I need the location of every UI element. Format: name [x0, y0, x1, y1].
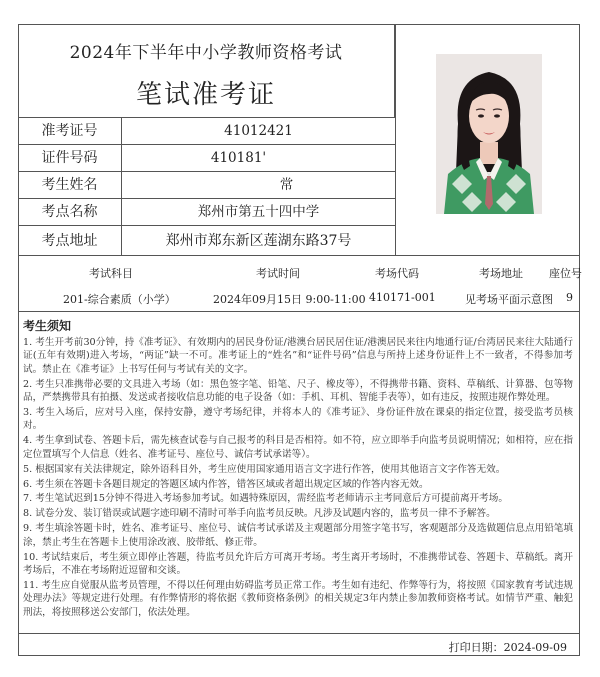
info-label: 准考证号: [18, 118, 122, 144]
candidate-notice: [18, 312, 580, 634]
info-label: 证件号码: [18, 145, 122, 171]
table-cell: 9: [566, 291, 573, 304]
table-header: 座位号: [549, 267, 582, 280]
notice-item: 2. 考生只准携带必要的文具进入考场（如：黑色签字笔、铅笔、尺子、橡皮等），不得携带书籍、资料、草稿纸、计算器、包等物品，严禁携带具有拍摄、发送或者接收信息功能的电子设备（如：手机、耳机、智能手表等），如有违反，按照违规作弊处理。: [23, 378, 573, 404]
info-value: 410181': [210, 150, 267, 166]
info-value: 常: [279, 177, 294, 193]
card-title: 笔试准考证: [135, 80, 276, 110]
print-date: 打印日期：2024-09-09: [448, 641, 567, 654]
info-row-ticket-number: [18, 118, 395, 145]
notice-list: [23, 336, 573, 621]
notice-item: 7. 考生笔试迟到15分钟不得进入考场参加考试。如遇特殊原因，需经监考老师请示主考同意后方可提前离开考场。: [23, 493, 508, 505]
notice-heading: 考生须知: [23, 319, 72, 333]
notice-item: 6. 考生须在答题卡各题目规定的答题区域内作答，错答区域或者超出规定区域的作答内容无效。: [23, 478, 429, 490]
info-value: 郑州市第五十四中学: [197, 204, 320, 220]
table-cell: 410171-001: [369, 291, 436, 304]
table-header: 考场地址: [479, 267, 523, 280]
info-row-venue-name: [18, 199, 395, 226]
table-cell: 见考场平面示意图: [465, 293, 553, 306]
title-area: [18, 24, 395, 118]
info-row-id-number: [18, 145, 395, 172]
exam-schedule-table: [18, 256, 580, 312]
table-cell: 2024年09月15日 9:00-11:00: [213, 293, 366, 306]
info-row-name: [18, 172, 395, 199]
notice-item: 11. 考生应自觉服从监考员管理，不得以任何理由妨碍监考员正常工作。考生如有违纪、作弊等行为，将按照《国家教育考试违规处理办法》等规定进行处理。有作弊情形的将依据《教师资格条例》的相关规定3年内禁止参加教师资格考试。如情节严重、触犯刑法，将按照移送公安部门，依法处理。: [23, 579, 573, 618]
notice-item: 5. 根据国家有关法律规定，除外语科目外，考生应使用国家通用语言文字进行作答，使用其他语言文字作答无效。: [23, 463, 506, 475]
notice-item: 4. 考生拿到试卷、答题卡后，需先核查试卷与自己报考的科目是否相符。如不符，应立即举手向监考员说明情况；如相符，应在指定位置填写个人信息（姓名、准考证号、座位号、诚信考试承诺等）。: [23, 435, 573, 460]
table-cell: 201-综合素质（小学）: [63, 293, 176, 306]
info-value: 郑州市郑东新区莲湖东路37号: [165, 233, 352, 249]
info-label: 考生姓名: [18, 172, 122, 198]
table-header: 考试时间: [256, 267, 300, 280]
notice-item: 8. 试卷分发、装订错误或试题字迹印刷不清时可举手向监考员反映。凡涉及试题内容的，监考员一律不予解答。: [23, 508, 496, 520]
candidate-photo: [436, 54, 542, 214]
footer-row: [18, 634, 580, 656]
notice-item: 3. 考生入场后，应对号入座，保持安静，遵守考场纪律，并将本人的《准考证》、身份证件放在课桌的指定位置，接受监考员核对。: [23, 407, 573, 432]
info-value: 41012421: [224, 123, 293, 139]
notice-item: 9. 考生填涂答题卡时，姓名、准考证号、座位号、诚信考试承诺及主观题部分用签字笔书写，客观题部分及选做题信息点用铅笔填涂，禁止考生在答题卡上使用涂改液、胶带纸、修正带。: [23, 523, 573, 548]
photo-cell: [395, 24, 581, 256]
info-row-venue-address: [18, 226, 395, 256]
info-label: 考点名称: [18, 199, 122, 225]
table-header: 考试科目: [89, 267, 133, 280]
exam-title: 2024年下半年中小学教师资格考试: [69, 43, 343, 63]
notice-item: 10. 考试结束后，考生须立即停止答题，待监考员允许后方可离开考场。考生离开考场时，不准携带试卷、答题卡、草稿纸。离开考场后，不准在考场附近逗留和交谈。: [23, 551, 573, 576]
notice-item: 1. 考生开考前30分钟，持《准考证》、有效期内的居民身份证/港澳台居民居住证/港澳居民来往内地通行证/台湾居民来往大陆通行证(五年有效期)进入考场，“两证”缺一不可。准考证上的“姓名”和“证件号码”信息与所持上述身份证件上不一致者，不得参加考试。禁止在《准考证》上书写任何与考试有关的文字。: [23, 337, 573, 375]
portrait-image: [436, 54, 542, 214]
info-label: 考点地址: [18, 226, 122, 256]
table-header: 考场代码: [375, 267, 419, 280]
